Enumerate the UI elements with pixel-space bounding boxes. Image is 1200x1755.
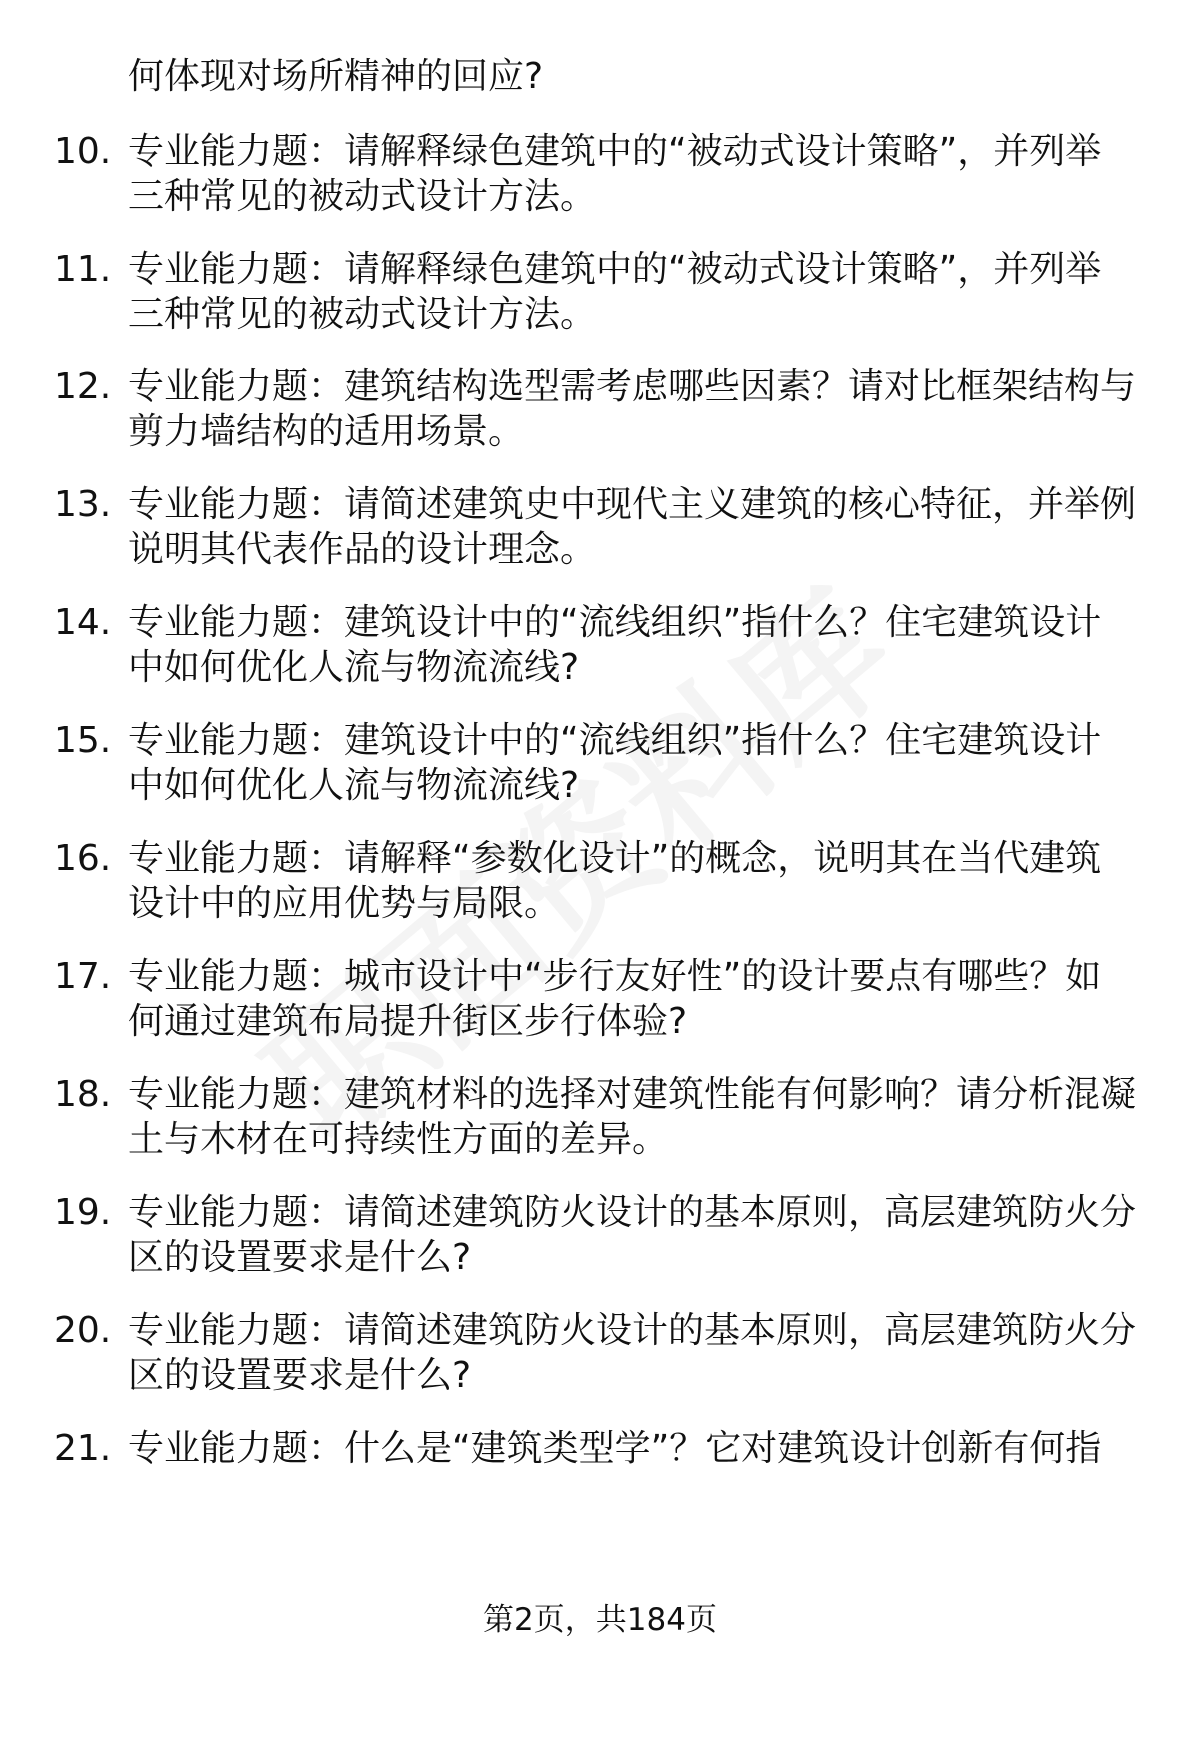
question-number: 19. xyxy=(54,1192,112,1233)
question-text: 中如何优化人流与物流流线? xyxy=(128,765,580,806)
question-text: 专业能力题：请解释绿色建筑中的“被动式设计策略”，并列举 xyxy=(128,131,1102,172)
question-number: 18. xyxy=(54,1074,112,1115)
question-text: 三种常见的被动式设计方法。 xyxy=(128,176,597,217)
question-number: 10. xyxy=(54,131,112,172)
question-number: 12. xyxy=(54,366,112,407)
continuation-line xyxy=(0,47,1200,107)
question-number: 16. xyxy=(54,838,112,879)
question-text: 专业能力题：建筑材料的选择对建筑性能有何影响？请分析混凝 xyxy=(128,1074,1137,1115)
question-text: 专业能力题：请解释“参数化设计”的概念，说明其在当代建筑 xyxy=(128,838,1102,879)
question-text: 设计中的应用优势与局限。 xyxy=(128,883,561,924)
question-text: 专业能力题：请简述建筑防火设计的基本原则，高层建筑防火分 xyxy=(128,1192,1137,1233)
question-text: 区的设置要求是什么? xyxy=(128,1355,472,1396)
question-number: 11. xyxy=(54,249,112,290)
question-number: 13. xyxy=(54,484,112,525)
question-text: 专业能力题：请简述建筑防火设计的基本原则，高层建筑防火分 xyxy=(128,1310,1137,1351)
question-text: 专业能力题：请简述建筑史中现代主义建筑的核心特征，并举例 xyxy=(128,484,1137,525)
question-text: 土与木材在可持续性方面的差异。 xyxy=(128,1119,669,1160)
question-number: 15. xyxy=(54,720,112,761)
question-number: 17. xyxy=(54,956,112,997)
question-text: 专业能力题：什么是“建筑类型学”？它对建筑设计创新有何指 xyxy=(128,1428,1102,1469)
question-text: 专业能力题：城市设计中“步行友好性”的设计要点有哪些？如 xyxy=(128,956,1102,997)
question-text: 何通过建筑布局提升街区步行体验? xyxy=(128,1001,688,1042)
question-text: 中如何优化人流与物流流线? xyxy=(128,647,580,688)
page-number: 第2页，共184页 xyxy=(483,1602,717,1638)
question-text: 剪力墙结构的适用场景。 xyxy=(128,411,525,452)
question-number: 20. xyxy=(54,1310,112,1351)
question-text: 说明其代表作品的设计理念。 xyxy=(128,529,597,570)
question-number: 21. xyxy=(54,1428,112,1469)
question-number: 14. xyxy=(54,602,112,643)
question-text: 何体现对场所精神的回应? xyxy=(128,56,544,97)
question-text: 专业能力题：建筑设计中的“流线组织”指什么？住宅建筑设计 xyxy=(128,602,1102,643)
question-text: 专业能力题：建筑设计中的“流线组织”指什么？住宅建筑设计 xyxy=(128,720,1102,761)
question-text: 区的设置要求是什么? xyxy=(128,1237,472,1278)
question-text: 专业能力题：建筑结构选型需考虑哪些因素？请对比框架结构与 xyxy=(128,366,1137,407)
question-text: 三种常见的被动式设计方法。 xyxy=(128,294,597,335)
question-text: 专业能力题：请解释绿色建筑中的“被动式设计策略”，并列举 xyxy=(128,249,1102,290)
